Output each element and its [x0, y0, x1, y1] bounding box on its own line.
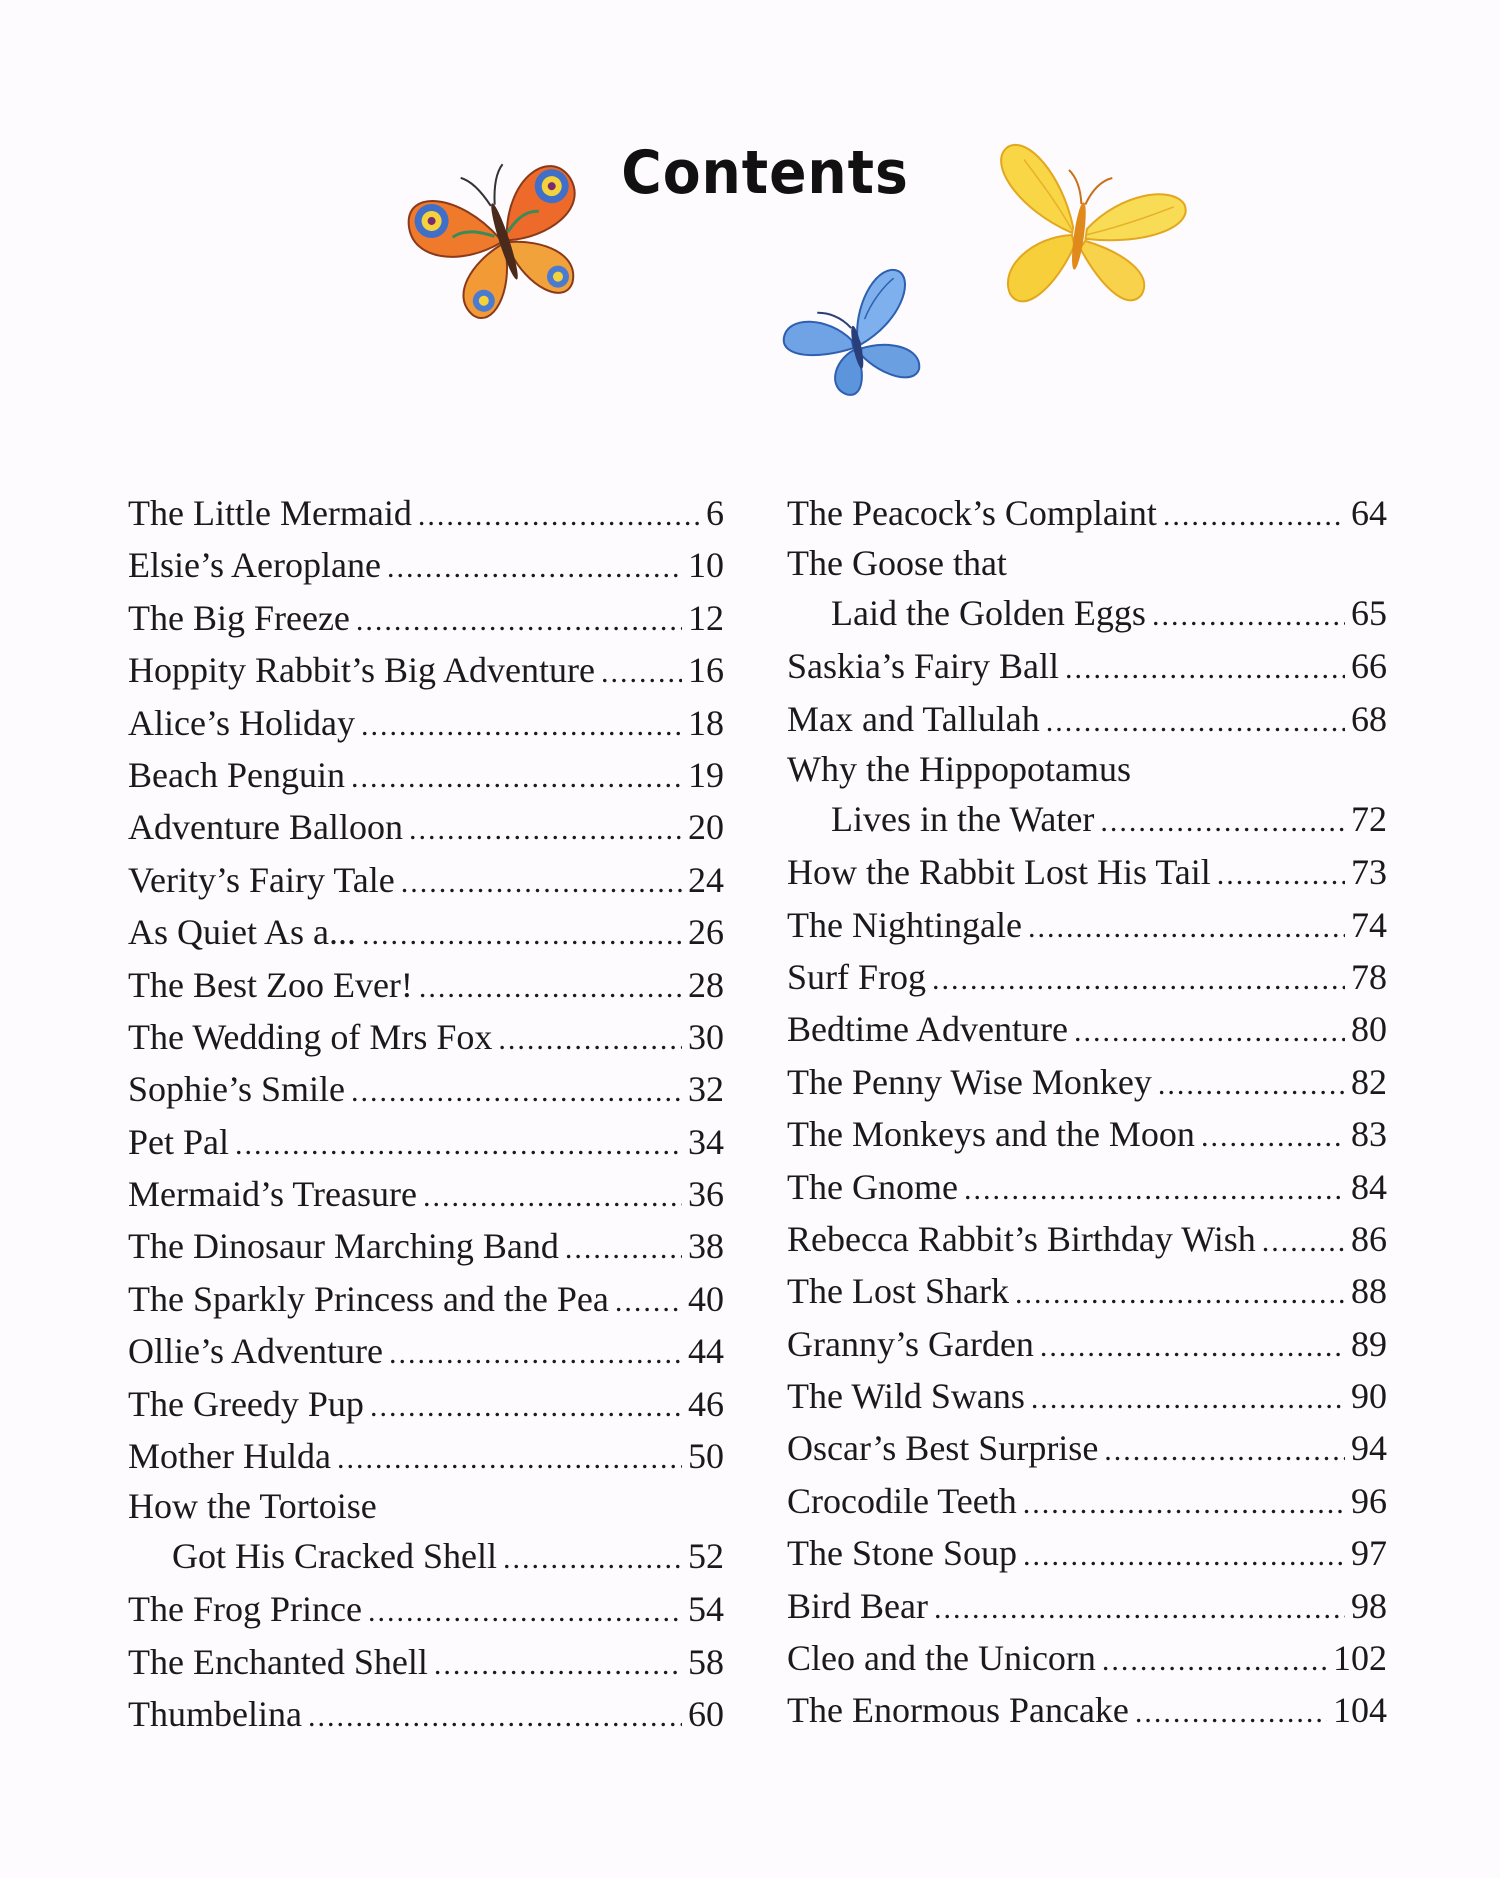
entry-page-number: 86 [1351, 1218, 1387, 1259]
entry-title: The Big Freeze [128, 597, 350, 638]
entry-page-number: 65 [1351, 593, 1387, 634]
entry-page-number: 19 [688, 754, 724, 795]
entry-page-number: 80 [1351, 1009, 1387, 1050]
contents-entry [787, 1475, 1387, 1527]
entry-title-continued [787, 793, 1387, 846]
contents-entry [128, 1688, 724, 1740]
entry-page-number: 74 [1351, 904, 1387, 945]
entry-title: The Frog Prince [128, 1589, 362, 1630]
contents-entry [787, 539, 1387, 640]
entry-title: Surf Frog [787, 956, 927, 997]
entry-title: The Penny Wise Monkey [787, 1061, 1152, 1102]
entry-title: Bird Bear [787, 1585, 928, 1626]
entry-page-number: 66 [1351, 646, 1387, 687]
dot-leader [1015, 1268, 1345, 1320]
entry-page-number: 84 [1351, 1166, 1387, 1207]
contents-entry [128, 592, 724, 644]
entry-title: Alice’s Holiday [128, 702, 355, 743]
page-title: Contents [621, 138, 909, 208]
entry-page-number: 58 [688, 1641, 724, 1682]
entry-title: Why the Hippopotamus [787, 749, 1131, 790]
entry-title: The Goose that [787, 543, 1007, 584]
contents-entry [128, 959, 724, 1011]
entry-title: The Wild Swans [787, 1376, 1025, 1417]
entry-page-number: 16 [688, 650, 724, 691]
contents-entry [787, 745, 1387, 846]
dot-leader [1152, 589, 1345, 642]
entry-title: Mother Hulda [128, 1436, 331, 1477]
contents-entry [787, 693, 1387, 745]
dot-leader [419, 962, 682, 1014]
contents-entry [787, 1161, 1387, 1213]
contents-entry [787, 1422, 1387, 1474]
dot-leader [1046, 696, 1345, 748]
entry-page-number: 54 [688, 1589, 724, 1630]
entry-page-number: 72 [1351, 799, 1387, 840]
dot-leader [356, 595, 682, 647]
entry-page-number: 102 [1333, 1638, 1387, 1679]
entry-page-number: 26 [688, 912, 724, 953]
entry-page-number: 24 [688, 859, 724, 900]
dot-leader [361, 700, 682, 752]
yellow-butterfly-icon [965, 128, 1195, 328]
contents-entry [787, 1632, 1387, 1684]
entry-title: Verity’s Fairy Tale [128, 859, 395, 900]
blue-butterfly-icon [772, 262, 932, 402]
contents-entry [787, 899, 1387, 951]
contents-list-right [787, 487, 1387, 1737]
contents-entry [128, 1583, 724, 1635]
dot-leader [934, 1583, 1345, 1635]
entry-page-number: 44 [688, 1331, 724, 1372]
contents-entry [787, 1213, 1387, 1265]
dot-leader [1028, 902, 1345, 954]
dot-leader [409, 804, 682, 856]
contents-entry [787, 1108, 1387, 1160]
entry-title: Thumbelina [128, 1694, 302, 1735]
entry-page-number: 88 [1351, 1271, 1387, 1312]
contents-entry [787, 846, 1387, 898]
contents-entry [128, 487, 724, 539]
contents-entry [787, 487, 1387, 539]
contents-entry [787, 1056, 1387, 1108]
entry-page-number: 50 [688, 1436, 724, 1477]
entry-page-number: 20 [688, 807, 724, 848]
entry-title: Cleo and the Unicorn [787, 1638, 1096, 1679]
contents-entry [787, 1580, 1387, 1632]
dot-leader [565, 1223, 682, 1275]
contents-entry [128, 801, 724, 853]
entry-page-number: 73 [1351, 852, 1387, 893]
entry-page-number: 28 [688, 964, 724, 1005]
entry-page-number: 32 [688, 1069, 724, 1110]
dot-leader [351, 752, 682, 804]
entry-page-number: 96 [1351, 1480, 1387, 1521]
dot-leader [1201, 1111, 1345, 1163]
dot-leader [434, 1639, 682, 1691]
contents-entry [787, 640, 1387, 692]
entry-title: The Nightingale [787, 904, 1022, 945]
entry-title: Elsie’s Aeroplane [128, 545, 381, 586]
entry-title: Max and Tallulah [787, 698, 1040, 739]
entry-title: The Gnome [787, 1166, 958, 1207]
contents-entry [787, 1003, 1387, 1055]
contents-entry [128, 1168, 724, 1220]
dot-leader [601, 647, 682, 699]
dot-leader [1262, 1216, 1345, 1268]
contents-list-left [128, 487, 724, 1741]
entry-page-number: 64 [1351, 493, 1387, 533]
entry-page-number: 46 [688, 1383, 724, 1424]
entry-title: The Peacock’s Complaint [787, 493, 1157, 533]
dot-leader [1040, 1321, 1345, 1373]
dot-leader [351, 1066, 682, 1118]
dot-leader [498, 1014, 682, 1066]
entry-title-line2: Laid the Golden Eggs [831, 593, 1146, 634]
entry-title: The Best Zoo Ever! [128, 964, 413, 1005]
dot-leader [1100, 795, 1345, 848]
entry-title: Oscar’s Best Surprise [787, 1428, 1099, 1469]
entry-title: The Greedy Pup [128, 1383, 364, 1424]
entry-title-line2: Got His Cracked Shell [172, 1536, 497, 1577]
contents-entry [128, 1482, 724, 1583]
entry-title: How the Rabbit Lost His Tail [787, 852, 1211, 893]
entry-title-continued [128, 1530, 724, 1583]
contents-entry [787, 1370, 1387, 1422]
dot-leader [1023, 1530, 1345, 1582]
entry-page-number: 97 [1351, 1533, 1387, 1574]
entry-page-number: 83 [1351, 1114, 1387, 1155]
entry-page-number: 82 [1351, 1061, 1387, 1102]
contents-entry [128, 697, 724, 749]
entry-page-number: 60 [688, 1694, 724, 1735]
entry-page-number: 68 [1351, 698, 1387, 739]
contents-entry [787, 951, 1387, 1003]
dot-leader [387, 542, 682, 594]
entry-title: Ollie’s Adventure [128, 1331, 383, 1372]
entry-title: Bedtime Adventure [787, 1009, 1068, 1050]
contents-entry [128, 1636, 724, 1688]
dot-leader [418, 490, 700, 542]
contents-entry [787, 1318, 1387, 1370]
entry-title-line2: Lives in the Water [831, 799, 1095, 840]
contents-entry [128, 539, 724, 591]
entry-title: Rebecca Rabbit’s Birthday Wish [787, 1218, 1256, 1259]
contents-entry [128, 1011, 724, 1063]
entry-title: Hoppity Rabbit’s Big Adventure [128, 650, 595, 691]
dot-leader [503, 1532, 682, 1585]
entry-title: Pet Pal [128, 1121, 230, 1162]
contents-entry [787, 1684, 1387, 1736]
entry-title: The Stone Soup [787, 1533, 1017, 1574]
entry-title: How the Tortoise [128, 1486, 377, 1527]
dot-leader [1023, 1478, 1345, 1530]
entry-page-number: 36 [688, 1174, 724, 1215]
dot-leader [368, 1586, 682, 1638]
entry-title: Adventure Balloon [128, 807, 403, 848]
entry-title: Saskia’s Fairy Ball [787, 646, 1059, 687]
dot-leader [1135, 1687, 1327, 1739]
entry-title: Crocodile Teeth [787, 1480, 1017, 1521]
entry-page-number: 30 [688, 1016, 724, 1057]
dot-leader [401, 857, 682, 909]
dot-leader [932, 954, 1345, 1006]
entry-page-number: 52 [688, 1536, 724, 1577]
entry-title: The Monkeys and the Moon [787, 1114, 1195, 1155]
entry-page-number: 89 [1351, 1323, 1387, 1364]
entry-page-number: 34 [688, 1121, 724, 1162]
contents-entry [128, 1378, 724, 1430]
entry-title: Mermaid’s Treasure [128, 1174, 417, 1215]
dot-leader [370, 1381, 682, 1433]
peacock-butterfly-icon [395, 142, 610, 332]
entry-page-number: 104 [1333, 1690, 1387, 1731]
dot-leader [235, 1119, 682, 1171]
entry-title: The Little Mermaid [128, 493, 412, 533]
entry-title: As Quiet As a... [128, 912, 356, 953]
entry-title: The Sparkly Princess and the Pea [128, 1278, 609, 1319]
contents-entry [128, 749, 724, 801]
entry-page-number: 38 [688, 1226, 724, 1267]
entry-page-number: 78 [1351, 956, 1387, 997]
entry-title-continued [787, 587, 1387, 640]
entry-page-number: 94 [1351, 1428, 1387, 1469]
contents-entry [128, 1220, 724, 1272]
dot-leader [337, 1433, 682, 1485]
entry-page-number: 40 [688, 1278, 724, 1319]
dot-leader [1104, 1425, 1345, 1477]
contents-entry [128, 644, 724, 696]
dot-leader [1031, 1373, 1345, 1425]
contents-entry [787, 1527, 1387, 1579]
entry-title: The Wedding of Mrs Fox [128, 1016, 493, 1057]
dot-leader [423, 1171, 682, 1223]
dot-leader [1163, 490, 1345, 542]
contents-entry [128, 1116, 724, 1168]
contents-entry [128, 1325, 724, 1377]
dot-leader [1065, 643, 1345, 695]
entry-page-number: 98 [1351, 1585, 1387, 1626]
dot-leader [615, 1276, 682, 1328]
contents-entry [128, 1273, 724, 1325]
dot-leader [1217, 849, 1345, 901]
dot-leader [389, 1328, 682, 1380]
dot-leader [362, 909, 682, 961]
entry-title: Sophie’s Smile [128, 1069, 346, 1110]
entry-title: The Lost Shark [787, 1271, 1009, 1312]
dot-leader [1102, 1635, 1327, 1687]
dot-leader [1074, 1006, 1345, 1058]
entry-title: Granny’s Garden [787, 1323, 1034, 1364]
entry-page-number: 10 [688, 545, 724, 586]
contents-entry [128, 854, 724, 906]
dot-leader [1158, 1059, 1345, 1111]
entry-title: The Enchanted Shell [128, 1641, 428, 1682]
entry-title: The Dinosaur Marching Band [128, 1226, 559, 1267]
contents-entry [787, 1265, 1387, 1317]
entry-page-number: 12 [688, 597, 724, 638]
entry-page-number: 90 [1351, 1376, 1387, 1417]
dot-leader [308, 1691, 682, 1743]
entry-title: The Enormous Pancake [787, 1690, 1129, 1731]
dot-leader [964, 1164, 1345, 1216]
contents-entry [128, 1063, 724, 1115]
entry-title: Beach Penguin [128, 754, 345, 795]
entry-page-number: 6 [706, 493, 724, 533]
entry-page-number: 18 [688, 702, 724, 743]
contents-entry [128, 906, 724, 958]
contents-entry [128, 1430, 724, 1482]
